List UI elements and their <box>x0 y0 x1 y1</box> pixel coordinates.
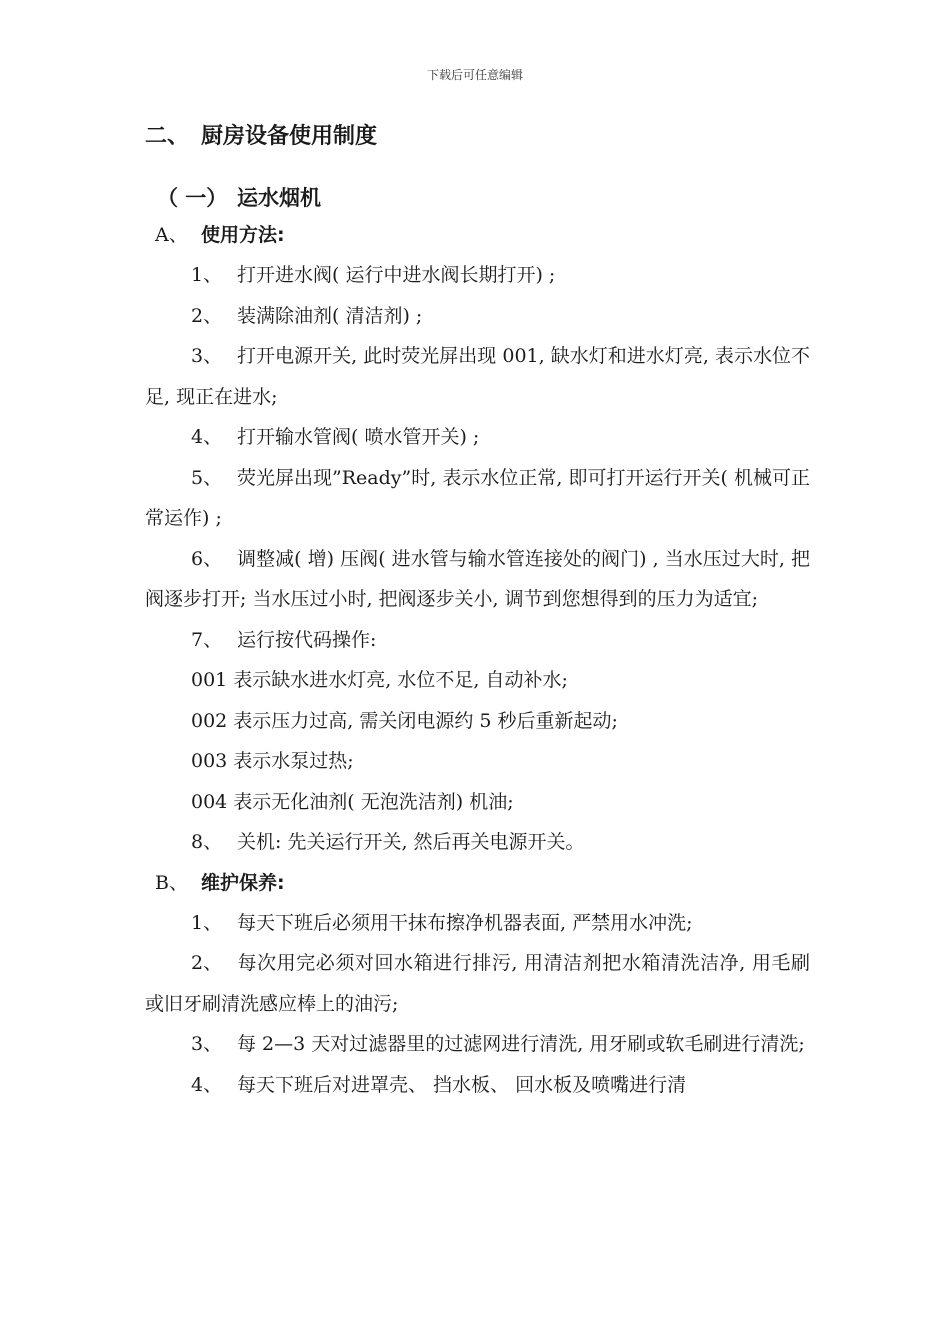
item-number: 8、 <box>191 831 223 853</box>
section-number: 二、 <box>145 124 190 149</box>
list-item <box>145 822 810 863</box>
code-line: 004 表示无化油剂( 无泡洗洁剂) 机油; <box>191 790 514 813</box>
list-item <box>145 903 810 944</box>
list-item <box>145 336 810 417</box>
item-text: 荧光屏出现”Ready”时, 表示水位正常, 即可打开运行开关( 机械可正常运作) ; <box>145 466 810 529</box>
item-text: 每天下班后必须用干抹布擦净机器表面, 严禁用水冲洗; <box>237 911 693 934</box>
item-text: 打开进水阀( 运行中进水阀长期打开) ; <box>237 264 556 286</box>
header-note: 下载后可任意编辑 <box>426 68 523 82</box>
item-number: 3、 <box>191 345 223 367</box>
subsection-title: 运水烟机 <box>237 186 321 210</box>
part-b-letter: B、 <box>155 871 188 894</box>
section-title: 厨房设备使用制度 <box>201 124 378 149</box>
item-text: 运行按代码操作: <box>237 628 377 651</box>
item-text: 装满除油剂( 清洁剂) ; <box>237 304 423 327</box>
part-a-heading <box>155 215 810 255</box>
list-item <box>145 1065 810 1106</box>
list-item <box>145 255 810 296</box>
item-number: 2、 <box>191 304 223 327</box>
section-heading <box>145 118 810 156</box>
list-item <box>145 620 810 661</box>
part-b-heading <box>155 863 810 903</box>
list-item <box>145 296 810 337</box>
code-line: 003 表示水泵过热; <box>191 750 354 772</box>
subsection-number: （ 一） <box>157 186 228 210</box>
item-text: 关机: 先关运行开关, 然后再关电源开关。 <box>237 831 585 853</box>
item-number: 4、 <box>191 426 223 448</box>
code-line: 002 表示压力过高, 需关闭电源约 5 秒后重新起动; <box>191 709 618 732</box>
list-item <box>145 417 810 458</box>
list-item <box>145 943 810 1024</box>
part-b-title: 维护保养: <box>201 871 285 894</box>
item-text: 每 2—3 天对过滤器里的过滤网进行清洗, 用牙刷或软毛刷进行清洗; <box>237 1033 805 1055</box>
part-a-letter: A、 <box>155 224 188 246</box>
item-text: 每次用完必须对回水箱进行排污, 用清洁剂把水箱清洗洁净, 用毛刷或旧牙刷清洗感应棒上的油污; <box>145 952 810 1015</box>
item-text: 每天下班后对进罩壳、 挡水板、 回水板及喷嘴进行清 <box>237 1073 687 1096</box>
list-item <box>145 1024 810 1065</box>
item-number: 5、 <box>191 466 223 489</box>
list-item <box>145 539 810 620</box>
item-number: 4、 <box>191 1073 223 1096</box>
part-a-title: 使用方法: <box>201 224 285 246</box>
item-number: 3、 <box>191 1033 223 1055</box>
item-number: 6、 <box>191 547 223 570</box>
item-number: 7、 <box>191 628 223 651</box>
document-body <box>145 118 810 1105</box>
item-number: 2、 <box>191 952 223 974</box>
item-number: 1、 <box>191 911 223 934</box>
list-item <box>145 458 810 539</box>
item-text: 打开输水管阀( 喷水管开关) ; <box>237 426 480 448</box>
item-number: 1、 <box>191 264 223 286</box>
item-text: 调整减( 增) 压阀( 进水管与输水管连接处的阀门) , 当水压过大时, 把阀逐步打开; 当水压过小时, 把阀逐步关小, 调节到您想得到的压力为适宜; <box>145 547 810 610</box>
code-line: 001 表示缺水进水灯亮, 水位不足, 自动补水; <box>191 669 568 691</box>
item-text: 打开电源开关, 此时荧光屏出现 001, 缺水灯和进水灯亮, 表示水位不足, 现正在进水; <box>145 345 810 408</box>
subsection-heading <box>157 181 810 215</box>
